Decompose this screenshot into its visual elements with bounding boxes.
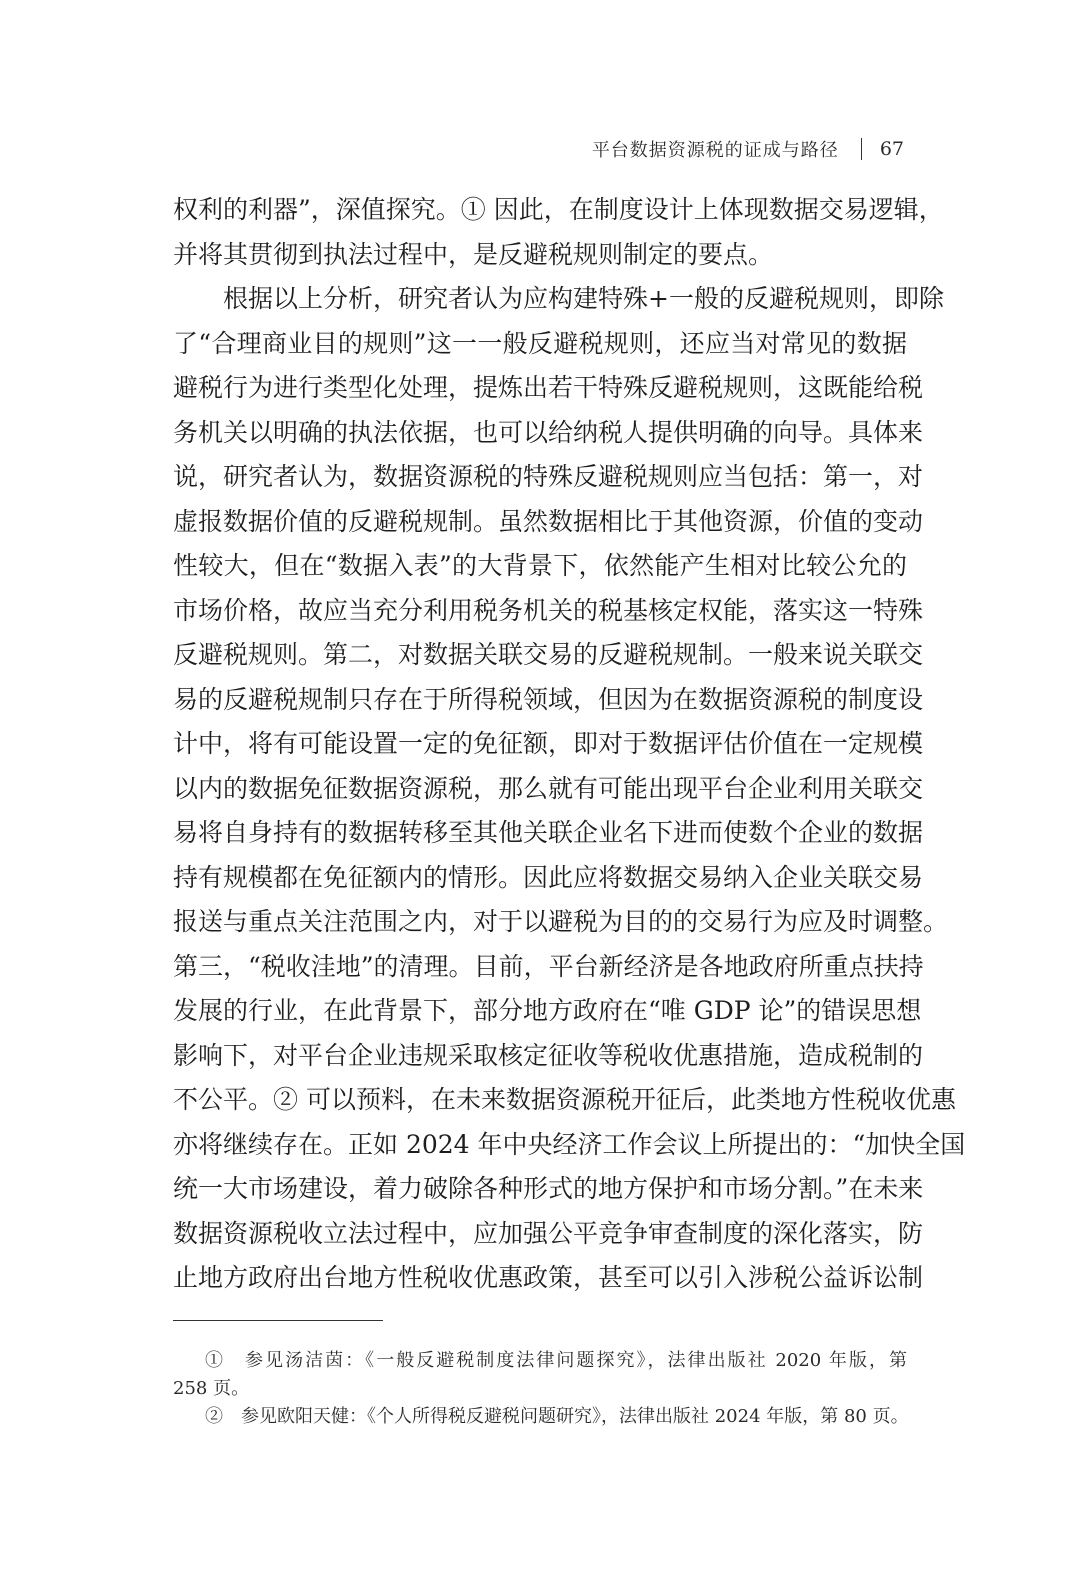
body-line: 虚报数据价值的反避税规制。虽然数据相比于其他资源，价值的变动 (173, 506, 924, 536)
body-line: 不公平。② 可以预料，在未来数据资源税开征后，此类地方性税收优惠 (173, 1085, 956, 1114)
body-line: 发展的行业，在此背景下，部分地方政府在“唯 GDP 论”的错误思想 (173, 996, 922, 1025)
body-line: 说，研究者认为，数据资源税的特殊反避税规则应当包括：第一，对 (173, 462, 924, 491)
footnote-1: ① 参见汤洁茵：《一般反避税制度法律问题探究》，法律出版社 2020 年版，第 (205, 1350, 907, 1371)
footnote-2: ② 参见欧阳天健：《个人所得税反避税问题研究》，法律出版社 2024 年版，第 80 页。 (205, 1406, 909, 1427)
page-number: 67 (879, 138, 904, 160)
running-header (560, 136, 904, 162)
footnote-rule (173, 1320, 383, 1321)
header-divider (861, 138, 862, 160)
body-line: 了“合理商业目的规则”这一一般反避税规则，还应当对常见的数据 (173, 328, 907, 358)
body-line: 务机关以明确的执法依据，也可以给纳税人提供明确的向导。具体来 (173, 417, 924, 447)
body-line: 持有规模都在免征额内的情形。因此应将数据交易纳入企业关联交易 (173, 862, 924, 892)
body-line: 影响下，对平台企业违规采取核定征收等税收优惠措施，造成税制的 (173, 1040, 924, 1070)
body-line: 权利的利器”，深值探究。① 因此，在制度设计上体现数据交易逻辑， (173, 195, 944, 224)
body-line: 计中，将有可能设置一定的免征额，即对于数据评估价值在一定规模 (173, 729, 924, 758)
body-line: 数据资源税收立法过程中，应加强公平竞争审查制度的深化落实，防 (173, 1218, 924, 1248)
body-line: 易的反避税规制只存在于所得税领域，但因为在数据资源税的制度设 (173, 684, 924, 714)
body-line: 易将自身持有的数据转移至其他关联企业名下进而使数个企业的数据 (173, 818, 924, 847)
footnote-1-continuation: 258 页。 (173, 1378, 250, 1399)
running-header-title: 平台数据资源税的证成与路径 (591, 140, 839, 161)
body-line: 避税行为进行类型化处理，提炼出若干特殊反避税规则，这既能给税 (173, 373, 924, 402)
body-text (173, 188, 966, 1301)
body-line: 第三，“税收洼地”的清理。目前，平台新经济是各地政府所重点扶持 (173, 951, 924, 981)
body-line: 反避税规则。第二，对数据关联交易的反避税规制。一般来说关联交 (173, 640, 924, 669)
body-line: 根据以上分析，研究者认为应构建特殊+一般的反避税规则，即除 (223, 284, 944, 313)
body-line: 统一大市场建设，着力破除各种形式的地方保护和市场分割。”在未来 (173, 1174, 924, 1203)
body-line: 性较大，但在“数据入表”的大背景下，依然能产生相对比较公允的 (173, 551, 907, 580)
body-line: 以内的数据免征数据资源税，那么就有可能出现平台企业利用关联交 (173, 773, 924, 803)
body-line: 并将其贯彻到执法过程中，是反避税规则制定的要点。 (173, 239, 774, 269)
footnotes (173, 1347, 907, 1431)
body-line: 止地方政府出台地方性税收优惠政策，甚至可以引入涉税公益诉讼制 (173, 1263, 924, 1292)
body-line: 报送与重点关注范围之内，对于以避税为目的的交易行为应及时调整。 (173, 907, 949, 936)
body-line: 市场价格，故应当充分利用税务机关的税基核定权能，落实这一特殊 (173, 595, 924, 625)
body-line: 亦将继续存在。正如 2024 年中央经济工作会议上所提出的：“加快全国 (173, 1129, 966, 1159)
